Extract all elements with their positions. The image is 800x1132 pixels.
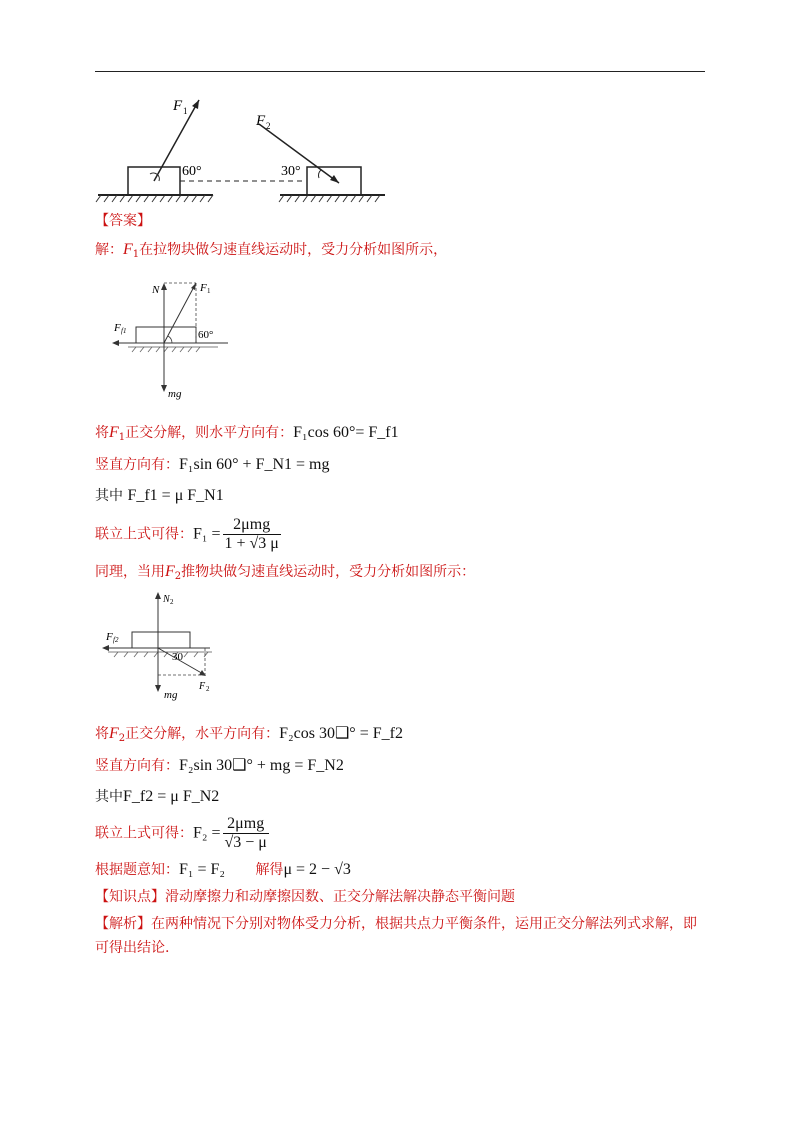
friction-label: F [106,631,113,643]
diagram-angle: 30 [172,651,183,663]
var-f: F [165,563,175,580]
normal-force-sub: 2 [170,598,174,606]
knowledge-point [95,887,515,907]
eq-text: 解得 [255,862,284,878]
var-f: F [109,424,119,441]
normal-force-label: N [152,284,160,296]
eq-text: 正交分解，则水平方向有： [125,425,294,441]
eq-prefix: 竖直方向有： [95,758,179,774]
equation-4 [95,516,283,553]
eq-prefix: 将 [95,425,109,441]
f1-force-sub: 1 [207,287,211,295]
solve-prefix: 同理，当用 [95,564,165,580]
eq-prefix: 竖直方向有： [95,457,179,473]
f1-sub: 1 [183,106,188,116]
var-sub: 2 [174,571,182,582]
formula: F_f1 = μ F_N1 [127,487,224,504]
angle-30: 30° [281,164,301,179]
eq-prefix: 其中 [95,789,123,805]
knowledge-text: 滑动摩擦力和动摩擦因数、正交分解法解决静态平衡问题 [165,889,515,905]
formula: F_f2 = μ F_N2 [123,788,220,805]
eq-prefix: 联立上式可得： [95,825,193,842]
analysis [95,912,705,960]
header-rule [95,71,705,72]
normal-force-label: N [163,594,170,605]
fraction-numerator: 2μmg [223,516,281,535]
formula: F₁cos 60°= F_f1 [293,424,399,441]
diagram-angle: 60° [198,329,214,341]
equation-8 [95,815,271,852]
f2-label: F [256,113,266,129]
analysis-tag: 【解析】 [95,916,151,932]
equation-9 [95,860,351,880]
solution-text: 在拉物块做匀速直线运动时，受力分析如图所示， [139,242,448,258]
eq-prefix: 联立上式可得： [95,526,193,543]
equation-5 [95,724,403,749]
fraction-numerator: 2μmg [223,815,269,834]
problem-figure [95,92,385,207]
eq-prefix: 根据题意知： [95,862,179,878]
f2-sub: 2 [266,121,271,131]
angle-60: 60° [182,164,202,179]
solution-text: 推物块做匀速直线运动时，受力分析如图所示： [181,564,476,580]
eq-prefix: 将 [95,726,109,742]
equation-3 [95,486,224,506]
equation-6 [95,756,344,776]
friction-sub: f1 [121,327,127,335]
var-sub: 1 [132,249,140,260]
fraction-denominator: √3 − μ [224,834,267,851]
formula: F₁sin 60° + F_N1 = mg [179,456,330,473]
formula-result: μ = 2 − √3 [283,861,351,878]
knowledge-tag: 【知识点】 [95,889,165,905]
gravity-label: mg [168,388,182,400]
solve-prefix: 解： [95,242,123,258]
formula-lhs: F₁ = [193,525,221,543]
solution-line-1 [95,240,447,265]
force-diagram-1 [108,275,238,405]
var-sub: 2 [118,733,126,744]
var-f: F [109,725,119,742]
f1-force-label: F [200,282,207,294]
friction-label: F [114,322,121,334]
formula: F₂cos 30❑° = F_f2 [279,725,403,742]
f2-force-label: F [199,681,206,692]
solution-line-2 [95,562,475,587]
answer-tag: 【答案】 [95,213,151,229]
f2-force-sub: 2 [206,685,210,693]
force-diagram-2 [100,590,230,705]
friction-sub: f2 [113,636,119,644]
formula-equal: F₁ = F₂ [179,861,225,878]
var-sub: 1 [118,432,126,443]
formula: F₂sin 30❑° + mg = F_N2 [179,757,344,774]
equation-1 [95,423,399,448]
gravity-label: mg [164,689,178,701]
formula-lhs: F₂ = [193,824,221,842]
analysis-text: 在两种情况下分别对物体受力分析，根据共点力平衡条件，运用正交分解法列式求解，即可得出结论. [95,916,697,956]
eq-prefix: 其中 [95,488,123,504]
equation-7 [95,787,219,807]
fraction-denominator: 1 + √3 μ [224,535,279,552]
var-f: F [123,241,133,258]
f1-label: F [173,98,183,114]
eq-text: 正交分解，水平方向有： [125,726,280,742]
equation-2 [95,455,330,475]
